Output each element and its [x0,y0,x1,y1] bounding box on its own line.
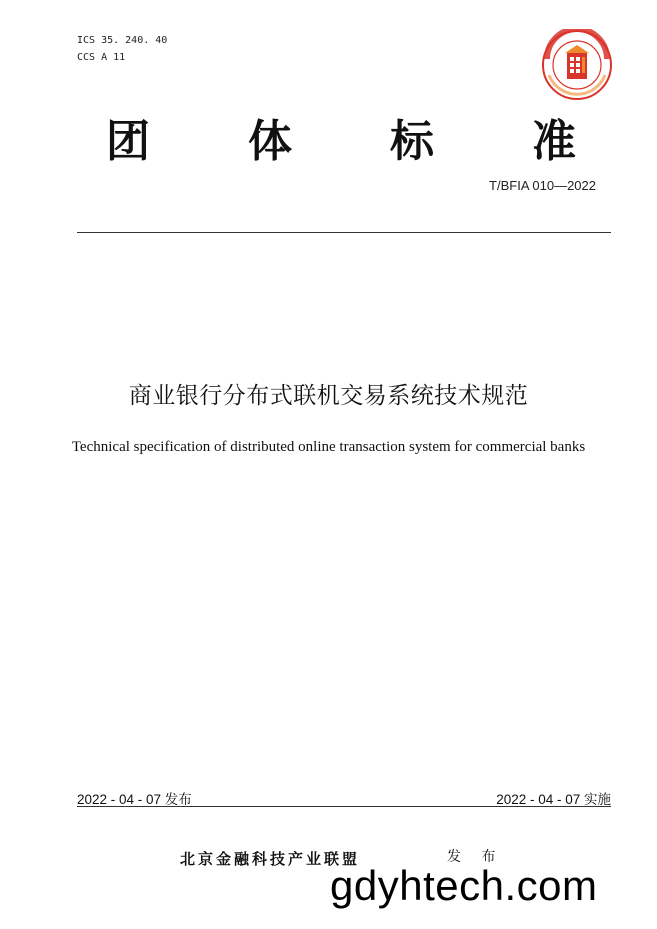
publish-label: 发 布 [447,849,504,865]
classification-codes [77,32,167,66]
document-type-heading [106,112,576,172]
ics-code: ICS 35. 240. 40 [77,35,168,46]
doc-type-char: 团 [106,116,150,167]
watermark-text: gdyhtech.com [330,862,598,909]
chinese-title: 商业银行分布式联机交易系统技术规范 [128,383,529,409]
standard-number: T/BFIA 010—2022 [489,178,596,193]
bottom-divider [77,806,611,807]
issue-date: 2022 - 04 - 07 发布 [77,792,192,807]
alliance-seal-logo [541,29,613,101]
top-divider [77,232,611,233]
english-title: Technical specification of distributed online transaction system for commercial banks [71,439,586,455]
doc-type-char: 准 [532,116,576,167]
implementation-date: 2022 - 04 - 07 实施 [496,792,611,807]
doc-type-char: 体 [248,116,292,167]
doc-type-char: 标 [390,116,434,167]
publisher-name: 北京金融科技产业联盟 [180,850,361,868]
ccs-code: CCS A 11 [77,52,126,63]
